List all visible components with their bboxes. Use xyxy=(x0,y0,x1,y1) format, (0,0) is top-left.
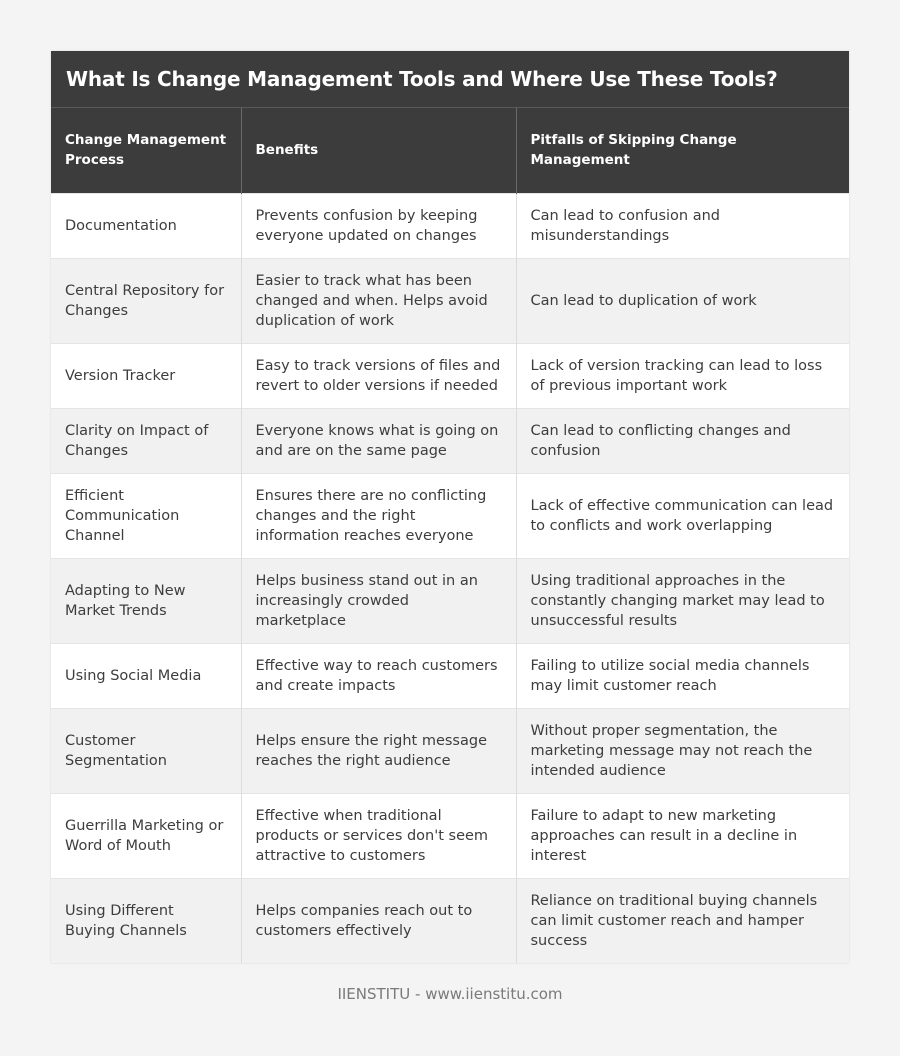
cell-benefits: Easy to track versions of files and revert to older versions if needed xyxy=(241,343,516,408)
table-row xyxy=(51,258,849,343)
cell-pitfalls: Can lead to duplication of work xyxy=(516,258,849,343)
cell-process: Efficient Communication Channel xyxy=(51,473,241,558)
table-row xyxy=(51,343,849,408)
cell-benefits: Everyone knows what is going on and are on the same page xyxy=(241,408,516,473)
cell-benefits: Helps companies reach out to customers effectively xyxy=(241,878,516,963)
cell-process: Clarity on Impact of Changes xyxy=(51,408,241,473)
cell-process: Documentation xyxy=(51,193,241,258)
table-row xyxy=(51,473,849,558)
cell-pitfalls: Without proper segmentation, the marketing message may not reach the intended audience xyxy=(516,708,849,793)
cell-process: Using Different Buying Channels xyxy=(51,878,241,963)
header-row xyxy=(51,108,849,193)
table-row xyxy=(51,878,849,963)
table-row xyxy=(51,558,849,643)
cell-process: Using Social Media xyxy=(51,643,241,708)
cell-pitfalls: Using traditional approaches in the constantly changing market may lead to unsuccessful results xyxy=(516,558,849,643)
cell-benefits: Helps business stand out in an increasingly crowded marketplace xyxy=(241,558,516,643)
cell-pitfalls: Can lead to confusion and misunderstandings xyxy=(516,193,849,258)
table-title: What Is Change Management Tools and Where Use These Tools? xyxy=(51,51,849,108)
cell-process: Customer Segmentation xyxy=(51,708,241,793)
cell-pitfalls: Lack of effective communication can lead to conflicts and work overlapping xyxy=(516,473,849,558)
table-row xyxy=(51,193,849,258)
change-management-table xyxy=(51,108,849,963)
cell-benefits: Helps ensure the right message reaches the right audience xyxy=(241,708,516,793)
table-card xyxy=(51,51,849,963)
cell-benefits: Effective way to reach customers and create impacts xyxy=(241,643,516,708)
table-row xyxy=(51,408,849,473)
table-header xyxy=(51,108,849,193)
cell-benefits: Effective when traditional products or services don't seem attractive to customers xyxy=(241,793,516,878)
cell-pitfalls: Failure to adapt to new marketing approaches can result in a decline in interest xyxy=(516,793,849,878)
cell-process: Adapting to New Market Trends xyxy=(51,558,241,643)
header-benefits: Benefits xyxy=(241,108,516,193)
table-row xyxy=(51,643,849,708)
cell-benefits: Easier to track what has been changed and when. Helps avoid duplication of work xyxy=(241,258,516,343)
header-pitfalls: Pitfalls of Skipping Change Management xyxy=(516,108,849,193)
table-row xyxy=(51,708,849,793)
header-process: Change Management Process xyxy=(51,108,241,193)
cell-process: Guerrilla Marketing or Word of Mouth xyxy=(51,793,241,878)
table-body xyxy=(51,193,849,963)
cell-benefits: Ensures there are no conflicting changes and the right information reaches everyone xyxy=(241,473,516,558)
cell-pitfalls: Lack of version tracking can lead to loss of previous important work xyxy=(516,343,849,408)
cell-benefits: Prevents confusion by keeping everyone updated on changes xyxy=(241,193,516,258)
cell-process: Central Repository for Changes xyxy=(51,258,241,343)
cell-pitfalls: Can lead to conflicting changes and confusion xyxy=(516,408,849,473)
table-row xyxy=(51,793,849,878)
footer-credit: IIENSTITU - www.iienstitu.com xyxy=(337,985,563,1003)
cell-pitfalls: Failing to utilize social media channels may limit customer reach xyxy=(516,643,849,708)
cell-pitfalls: Reliance on traditional buying channels can limit customer reach and hamper success xyxy=(516,878,849,963)
cell-process: Version Tracker xyxy=(51,343,241,408)
